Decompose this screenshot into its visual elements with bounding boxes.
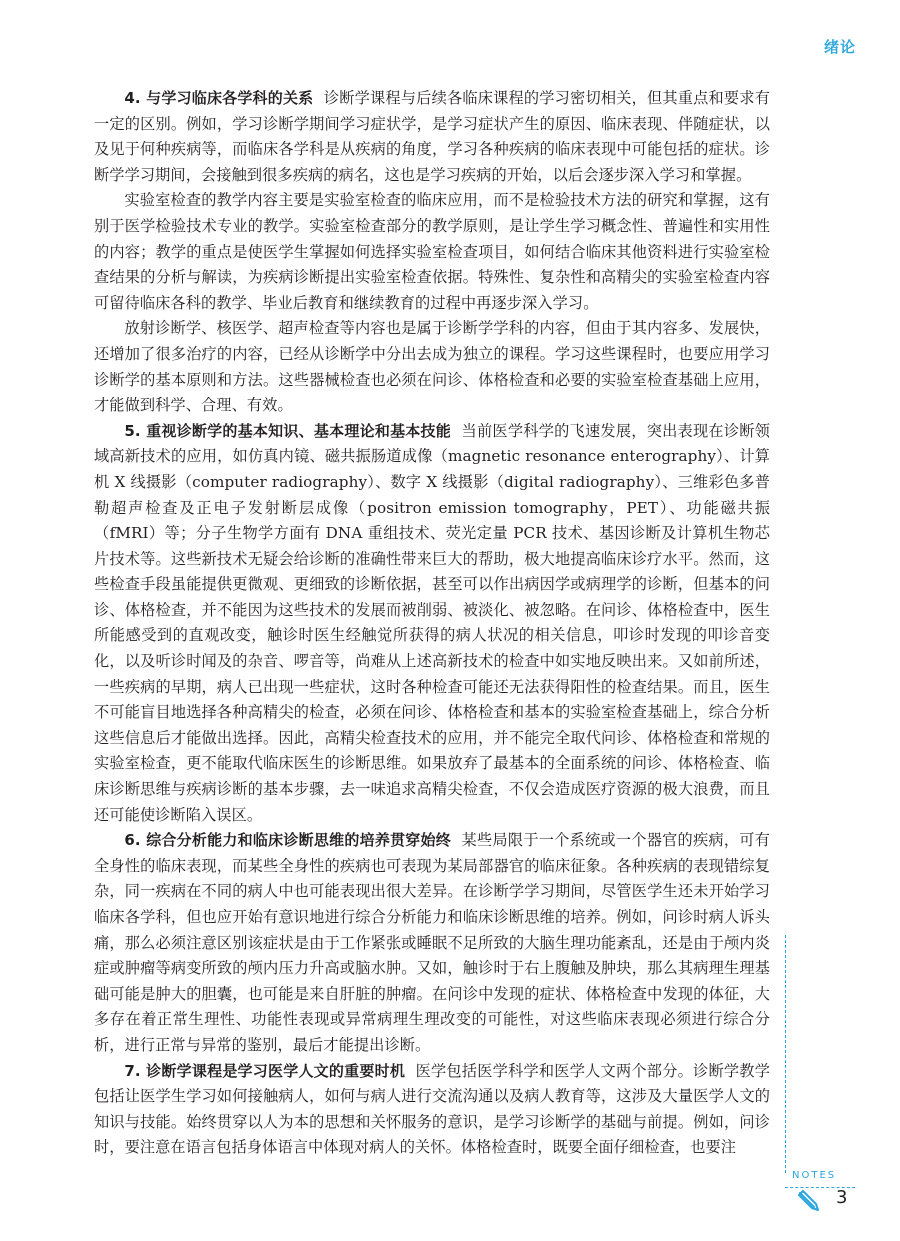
section-heading: 4. 与学习临床各学科的关系: [124, 89, 314, 107]
paragraph-7: [94, 1059, 770, 1161]
paragraph-5: [94, 419, 770, 829]
paragraph-text: 实验室检查的教学内容主要是实验室检查的临床应用，而不是检验技术方法的研究和掌握，这有别于医学检验技术专业的教学。实验室检查部分的教学原则，是让学生学习概念性、普遍性和实用性的内容；教学的重点是使医学生掌握如何选择实验室检查项目，如何结合临床其他资料进行实验室检查结果的分析与解读，为疾病诊断提出实验室检查依据。特殊性、复杂性和高精尖的实验室检查内容可留待临床各科的教学、毕业后教育和继续教育的过程中再逐步深入学习。: [94, 191, 770, 312]
paragraph-text: 某些局限于一个系统或一个器官的疾病，可有全身性的临床表现，而某些全身性的疾病也可表现为某局部器官的临床征象。各种疾病的表现错综复杂，同一疾病在不同的病人中也可能表现出很大差异。在诊断学学习期间，尽管医学生还未开始学习临床各学科，但也应开始有意识地进行综合分析能力和临床诊断思维的培养。例如，问诊时病人诉头痛，那么必须注意区别该症状是由于工作紧张或睡眠不足所致的大脑生理功能紊乱，还是由于颅内炎症或肿瘤等病变所致的颅内压力升高或脑水肿。又如，触诊时于右上腹触及肿块，那么其病理生理基础可能是肿大的胆囊，也可能是来自肝脏的肿瘤。在问诊中发现的症状、体格检查中发现的体征，大多存在着正常生理性、功能性表现或异常病理生理改变的可能性，对这些临床表现必须进行综合分析，进行正常与异常的鉴别，最后才能提出诊断。: [94, 831, 770, 1054]
paragraph-text: 诊断学课程与后续各临床课程的学习密切相关，但其重点和要求有一定的区别。例如，学习诊断学期间学习症状学，是学习症状产生的原因、临床表现、伴随症状，以及见于何种疾病等，而临床各学科是从疾病的角度，学习各种疾病的临床表现中可能包括的症状。诊断学学习期间，会接触到很多疾病的病名，这也是学习疾病的开始，以后会逐步深入学习和掌握。: [94, 89, 770, 184]
page-number: 3: [836, 1187, 848, 1208]
section-heading: 7. 诊断学课程是学习医学人文的重要时机: [124, 1061, 406, 1080]
paragraph-text: 放射诊断学、核医学、超声检查等内容也是属于诊断学学科的内容，但由于其内容多、发展快，还增加了很多治疗的内容，已经从诊断学中分出去成为独立的课程。学习这些课程时，也要应用学习诊断学的基本原则和方法。这些器械检查也必须在问诊、体格检查和必要的实验室检查基础上应用，才能做到科学、合理、有效。: [94, 319, 770, 415]
paragraph-text: 当前医学科学的飞速发展，突出表现在诊断领域高新技术的应用，如仿真内镜、磁共振肠道成像（magnetic resonance enterography）、计算机 X 线摄影（computer radiography）、数字 X 线摄影（digital radiography）、三维彩色多普勒超声检查及正电子发射断层成像（positron emission tomography，PET）、功能磁共振（fMRI）等；分子生物学方面有 DNA 重组技术、荧光定量 PCR 技术、基因诊断及计算机生物芯片技术等。这些新技术无疑会给诊断的准确性带来巨大的帮助，极大地提高临床诊疗水平。然而，这些检查手段虽能提供更微观、更细致的诊断依据，甚至可以作出病因学或病理学的诊断，但基本的问诊、体格检查，并不能因为这些技术的发展而被削弱、被淡化、被忽略。在问诊、体格检查中，医生所能感受到的直观改变，触诊时医生经触觉所获得的病人状况的相关信息，叩诊时发现的叩诊音变化，以及听诊时闻及的杂音、啰音等，尚难从上述高新技术的检查中如实地反映出来。又如前所述，一些疾病的早期，病人已出现一些症状，这时各种检查可能还无法获得阳性的检查结果。而且，医生不可能盲目地选择各种高精尖的检查，必须在问诊、体格检查和基本的实验室检查基础上，综合分析这些信息后才能做出选择。因此，高精尖检查技术的应用，并不能完全取代问诊、体格检查和常规的实验室检查，更不能取代临床医生的诊断思维。如果放弃了最基本的全面系统的问诊、体格检查、临床诊断思维与疾病诊断的基本步骤，去一味追求高精尖检查，不仅会造成医疗资源的极大浪费，而且还可能使诊断陷入误区。: [94, 421, 770, 824]
section-heading: 5. 重视诊断学的基本知识、基本理论和基本技能: [124, 421, 452, 440]
paragraph-imaging: [94, 316, 770, 418]
paragraph-text: 医学包括医学科学和医学人文两个部分。诊断学教学包括让医学生学习如何接触病人，如何与病人进行交流沟通以及病人教育等，这涉及大量医学人文的知识与技能。始终贯穿以人为本的思想和关怀服务的意识，是学习诊断学的基础与前提。例如，问诊时，要注意在语言包括身体语言中体现对病人的关怀。体格检查时，既要全面仔细检查，也要注: [94, 1061, 770, 1157]
paragraph-6: [94, 828, 770, 1058]
notes-margin-line: [785, 935, 786, 1173]
running-header: 绪论: [823, 38, 856, 56]
section-heading: 6. 综合分析能力和临床诊断思维的培养贯穿始终: [124, 831, 452, 850]
paragraph-4: [94, 86, 770, 188]
pen-icon: [795, 1188, 821, 1214]
notes-label: NOTES: [792, 1170, 837, 1181]
body-text: [94, 86, 770, 1161]
paragraph-lab: [94, 188, 770, 316]
